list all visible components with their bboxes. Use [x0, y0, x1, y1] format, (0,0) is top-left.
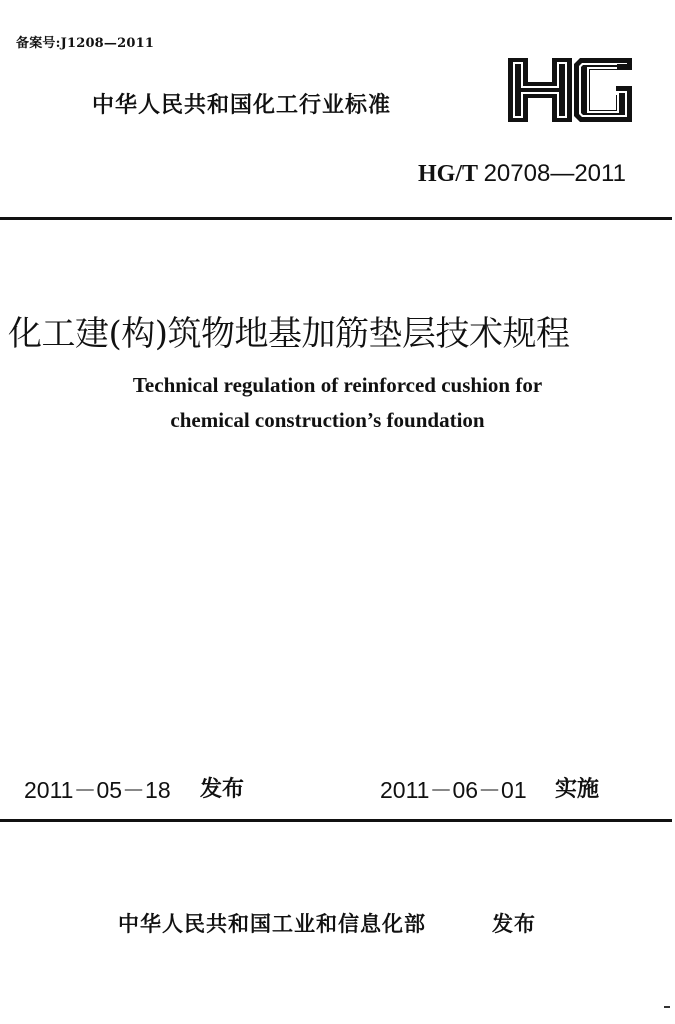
- issuer-label: 发布: [492, 912, 536, 936]
- scan-mark: [664, 1006, 670, 1008]
- top-divider: [0, 217, 672, 220]
- standard-category: 中华人民共和国化工行业标准: [92, 93, 392, 118]
- standard-number-code: 20708—2011: [483, 160, 626, 187]
- publish-label: 发布: [200, 777, 245, 802]
- bottom-divider: [0, 819, 672, 822]
- standard-number: [418, 160, 626, 188]
- implement-date: 2011－06－01: [380, 777, 527, 803]
- hg-logo: [506, 56, 634, 124]
- implement-label: 实施: [555, 777, 600, 802]
- record-number: 备案号:J1208—2011: [16, 36, 155, 51]
- title-chinese: 化工建(构)筑物地基加筋垫层技术规程: [8, 314, 570, 354]
- issuer-name: 中华人民共和国工业和信息化部: [118, 912, 426, 936]
- title-english-line-2: chemical construction’s foundation: [170, 408, 485, 432]
- title-english-line-1: Technical regulation of reinforced cushion for: [132, 373, 543, 397]
- publish-date: 2011－05－18: [24, 777, 171, 803]
- standard-number-prefix: HG/T: [418, 161, 478, 187]
